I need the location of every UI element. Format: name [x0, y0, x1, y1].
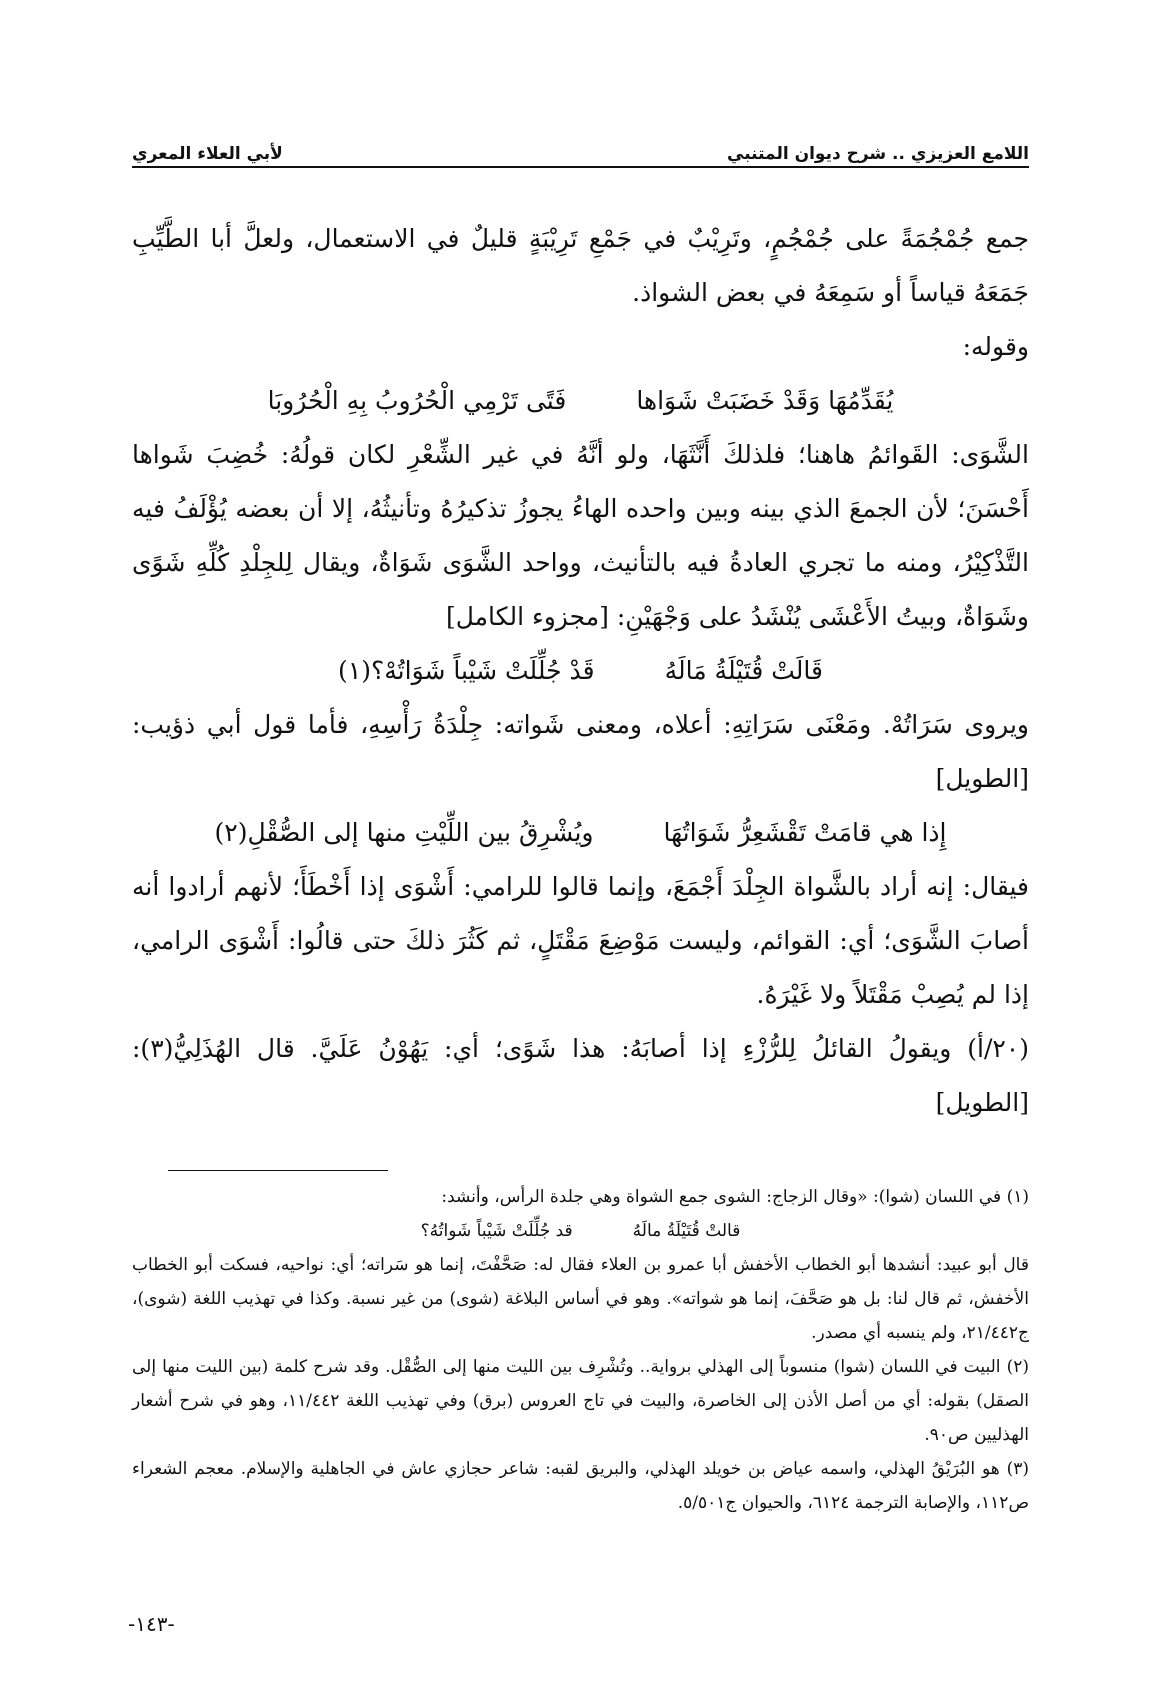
paragraph: وقوله:	[962, 332, 1029, 361]
verse-hemistich-left: ويُشْرِقُ بين اللِّيْتِ منها إلى الصُّقْلِ(٢)	[214, 818, 594, 847]
verse-hemistich-left: قد جُلِّلَتْ شَيْباً شَواتُهُ؟	[420, 1221, 573, 1241]
verse-line	[132, 806, 1029, 860]
header-book-title: اللامع العزيزي .. شرح ديوان المتنبي	[727, 144, 1029, 164]
verse-hemistich-left: قَدْ جُلِّلَتْ شَيْباً شَوَاتُهْ؟(١)	[338, 656, 595, 685]
verse-hemistich-right: قالتْ قُتَيْلَةُ مالَهُ	[632, 1221, 741, 1241]
footnote-1-continued: قال أبو عبيد: أنشدها أبو الخطاب الأخفش أبا عمرو بن العلاء فقال له: صَحَّفْتَ، إنما هو سَراته؛ أي: نواحيه، فسكت أبو الخطاب الأخفش، ثم قال لنا: بل هو صَحَّفَ، إنما هو شواته». وهو في أساس البلاغة (شوى) من غير نسبة. وكذا في تهذيب اللغة (شوى)، ج٢١/٤٤٢، ولم ينسبه أي مصدر.	[132, 1255, 1029, 1343]
verse-line	[132, 374, 1029, 428]
main-text	[132, 212, 1029, 1130]
footnote-3: (٣) هو البُرَيْقُ الهذلي، واسمه عياض بن خويلد الهذلي، والبريق لقبه: شاعر حجازي عاش في الجاهلية والإسلام. معجم الشعراء ص١١٢، والإصابة الترجمة ٦١٢٤، والحيوان ج٥/٥٠١.	[132, 1459, 1029, 1513]
verse-hemistich-left: فَتًى تَرْمِي الْحُرُوبُ بِهِ الْحُرُوبَا	[267, 386, 567, 415]
paragraph: جمع جُمْجُمَةً على جُمْجُمٍ، وتَرِيْبٌ في جَمْعِ تَرِيْبَةٍ قليلٌ في الاستعمال، ولعلَّ أبا الطَّيِّبِ جَمَعَهُ قياساً أو سَمِعَهُ في بعض الشواذ.	[132, 224, 1029, 307]
footnote-2: (٢) البيت في اللسان (شوا) منسوباً إلى الهذلي برواية.. وتُشْرِف بين الليت منها إلى الصُّقْل. وقد شرح كلمة (بين الليت منها إلى الصقل) بقوله: أي من أصل الأذن إلى الخاصرة، والبيت في تاج العروس (برق) وفي تهذيب اللغة ١١/٤٤٢، وهو في شرح أشعار الهذليين ص٩٠.	[132, 1357, 1030, 1445]
footnotes	[132, 1180, 1029, 1520]
verse-line	[132, 644, 1029, 698]
running-header	[132, 124, 1029, 164]
paragraph: الشَّوَى: القَوائمُ هاهنا؛ فلذلكَ أَنَّثَهَا، ولو أنَّهُ في غير الشِّعْرِ لكان قولُهُ: خُضِبَ شَواها أَحْسَنَ؛ لأن الجمعَ الذي بينه وبين واحده الهاءُ يجوزُ تذكيرُهُ وتأنيثُهُ، إلا أن بعضه يُؤْلَفُ فيه التَّذْكِيْرُ، ومنه ما تجري العادةُ فيه بالتأنيث، وواحد الشَّوَى شَوَاةٌ، ويقال لِلجِلْدِ كُلِّهِ شَوًى وشَوَاةٌ، وبيتُ الأَعْشَى يُنْشَدُ على وَجْهَيْنِ: [مجزوء الكامل]	[132, 440, 1029, 631]
header-rule	[132, 166, 1029, 168]
verse-hemistich-right: إِذا هي قامَتْ تَقْشَعِرُّ شَوَاتُهَا	[663, 818, 947, 847]
footnote-separator	[168, 1170, 388, 1171]
verse-hemistich-right: قَالَتْ قُتَيْلَةُ مَالَهُ	[664, 656, 823, 685]
verse-hemistich-right: يُقَدِّمُهَا وَقَدْ خَضَبَتْ شَوَاها	[636, 386, 894, 415]
page-number: -١٤٣-	[128, 1612, 175, 1636]
paragraph: ويروى سَرَاتُهْ. ومَعْنَى سَرَاتِهِ: أعلاه، ومعنى شَواته: جِلْدَةُ رَأْسِهِ، فأما قول أبي ذؤيب: [الطويل]	[132, 710, 1029, 793]
paragraph: فيقال: إنه أراد بالشَّواة الجِلْدَ أَجْمَعَ، وإنما قالوا للرامي: أَشْوَى إذا أَخْطَأَ؛ لأنهم أرادوا أنه أصابَ الشَّوَى؛ أي: القوائم، وليست مَوْضِعَ مَقْتَلٍ، ثم كَثُرَ ذلكَ حتى قالُوا: أَشْوَى الرامي، إذا لم يُصِبْ مَقْتَلاً ولا غَيْرَهُ.	[132, 872, 1029, 1009]
header-author: لأبي العلاء المعري	[132, 144, 283, 164]
paragraph: (٢٠/أ) ويقولُ القائلُ لِلرُّزْءِ إذا أصابَهُ: هذا شَوًى؛ أي: يَهُوْنُ عَلَيَّ. قال الهُذَلِيُّ(٣): [الطويل]	[132, 1034, 1029, 1117]
footnote-1: (١) في اللسان (شوا): «وقال الزجاج: الشوى جمع الشواة وهي جلدة الرأس، وأنشد:	[441, 1187, 1029, 1207]
footnote-verse	[132, 1214, 1029, 1248]
